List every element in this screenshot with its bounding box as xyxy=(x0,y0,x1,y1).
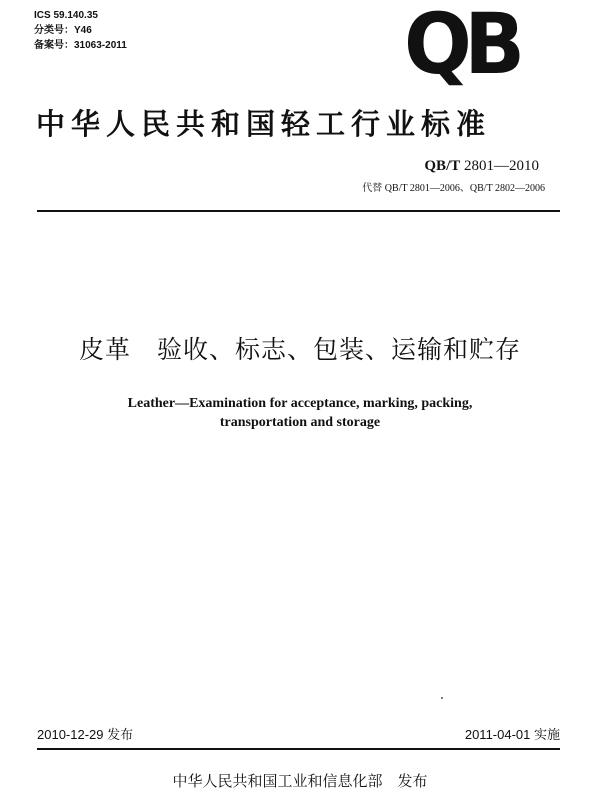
standard-code-prefix: QB/T xyxy=(424,158,461,174)
standard-code xyxy=(424,158,539,175)
publisher-line: 中华人民共和国工业和信息化部 发布 xyxy=(172,772,428,790)
scan-speck xyxy=(441,697,443,699)
standard-code-number: 2801—2010 xyxy=(464,158,539,174)
record-number: 备案号：31063-2011 xyxy=(34,40,127,51)
standard-category-title: 中华人民共和国轻工行业标准 xyxy=(36,107,492,141)
english-title-line-2: transportation and storage xyxy=(219,415,381,430)
category-number: 分类号：Y46 xyxy=(34,25,92,36)
document-title-chinese: 皮革 验收、标志、包装、运输和贮存 xyxy=(78,335,521,364)
implementation-date: 2011-04-01 实施 xyxy=(464,727,560,742)
header-divider xyxy=(37,210,560,212)
document-title-english xyxy=(0,394,600,432)
classification-block xyxy=(34,8,127,53)
footer-divider xyxy=(37,748,560,750)
replaces-note: 代替 QB/T 2801—2006、QB/T 2802—2006 xyxy=(362,183,545,194)
issue-date: 2010-12-29 发布 xyxy=(37,727,134,742)
english-title-line-1: Leather—Examination for acceptance, marking, packing, xyxy=(127,396,473,411)
ics-number: ICS 59.140.35 xyxy=(34,10,98,21)
qb-logo: QB xyxy=(404,0,518,93)
